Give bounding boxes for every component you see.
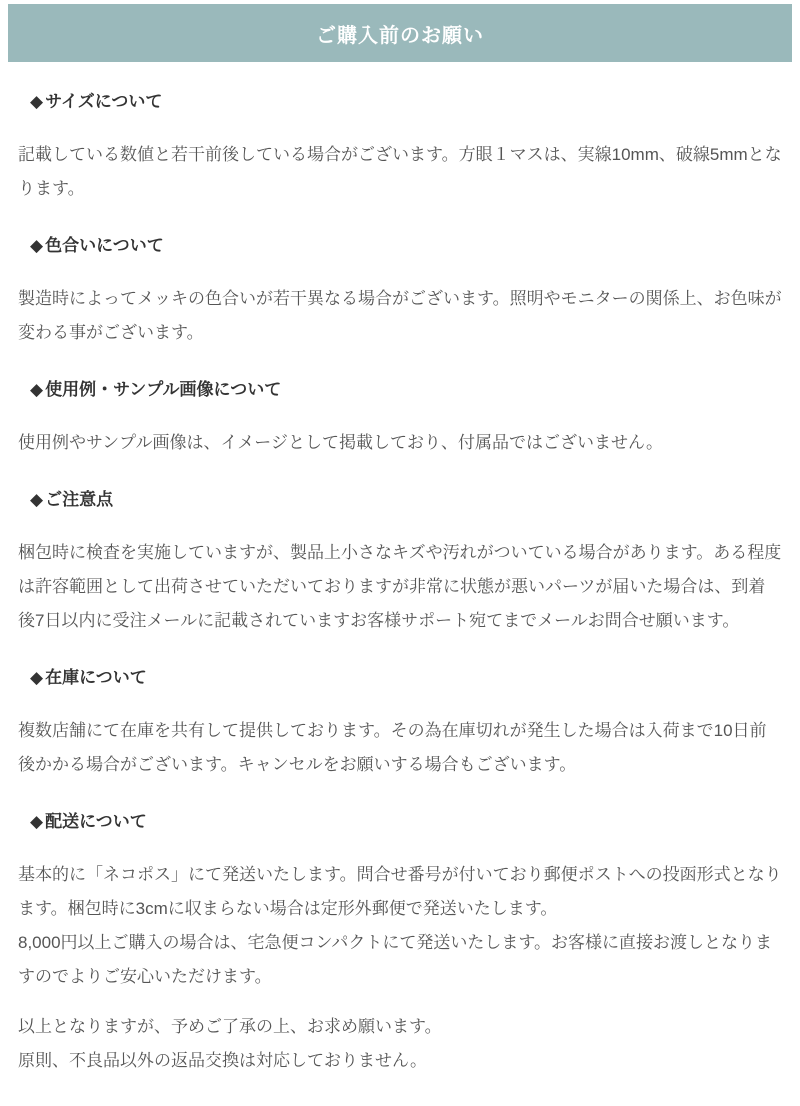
section-heading-label: 色合いについて [45,236,164,255]
section-paragraph: 複数店舗にて在庫を共有して提供しております。その為在庫切れが発生した場合は入荷まで10日前後かかる場合がございます。キャンセルをお願いする場合もございます。 [18,721,767,774]
section-body [18,536,782,638]
footer-line: 以上となりますが、予めご了承の上、お求め願います。 [18,1017,442,1036]
section-body [18,138,782,206]
notice-section [18,810,782,994]
section-heading-label: 配送について [45,812,147,831]
section-paragraph: 記載している数値と若干前後している場合がございます。方眼１マスは、実線10mm、破線5mmとなります。 [18,145,782,198]
diamond-bullet-icon: ◆ [30,92,44,111]
section-heading [30,810,782,834]
section-paragraph: 使用例やサンプル画像は、イメージとして掲載しており、付属品ではございません。 [18,433,663,452]
section-heading [30,488,782,512]
notice-section [18,234,782,350]
section-body [18,282,782,350]
footer-line: 原則、不良品以外の返品交換は対応しておりません。 [18,1051,428,1070]
section-body [18,714,782,782]
diamond-bullet-icon: ◆ [30,490,44,509]
section-paragraph: 8,000円以上ご購入の場合は、宅急便コンパクトにて発送いたします。お客様に直接お渡しとなりますのでよりご安心いただけます。 [18,933,772,986]
diamond-bullet-icon: ◆ [30,812,44,831]
section-paragraph: 梱包時に検査を実施していますが、製品上小さなキズや汚れがついている場合があります。ある程度は許容範囲として出荷させていただいておりますが非常に状態が悪いパーツが届いた場合は、到着後7日以内に受注メールに記載されていますお客様サポート宛てまでメールお問合せ願います。 [18,543,782,630]
notice-section [18,666,782,782]
section-heading [30,378,782,402]
section-heading-label: 在庫について [45,668,147,687]
section-paragraph: 製造時によってメッキの色合いが若干異なる場合がございます。照明やモニターの関係上、お色味が変わる事がございます。 [18,289,782,342]
diamond-bullet-icon: ◆ [30,380,44,399]
notice-section [18,90,782,206]
page-title-bar [8,4,792,62]
diamond-bullet-icon: ◆ [30,236,44,255]
section-body [18,858,782,994]
section-heading [30,234,782,258]
section-heading-label: 使用例・サンプル画像について [45,380,282,399]
page-title: ご購入前のお願い [316,24,484,47]
notice-content [0,90,800,1078]
notice-section [18,488,782,638]
section-heading-label: ご注意点 [45,490,114,509]
section-heading-label: サイズについて [45,92,163,111]
section-body [18,426,782,460]
footer-note [18,1010,782,1078]
section-paragraph: 基本的に「ネコポス」にて発送いたします。問合せ番号が付いており郵便ポストへの投函形式となります。梱包時に3cmに収まらない場合は定形外郵便で発送いたします。 [18,865,782,918]
notice-section [18,378,782,460]
section-heading [30,666,782,690]
diamond-bullet-icon: ◆ [30,668,44,687]
section-heading [30,90,782,114]
sections-container [18,90,782,994]
